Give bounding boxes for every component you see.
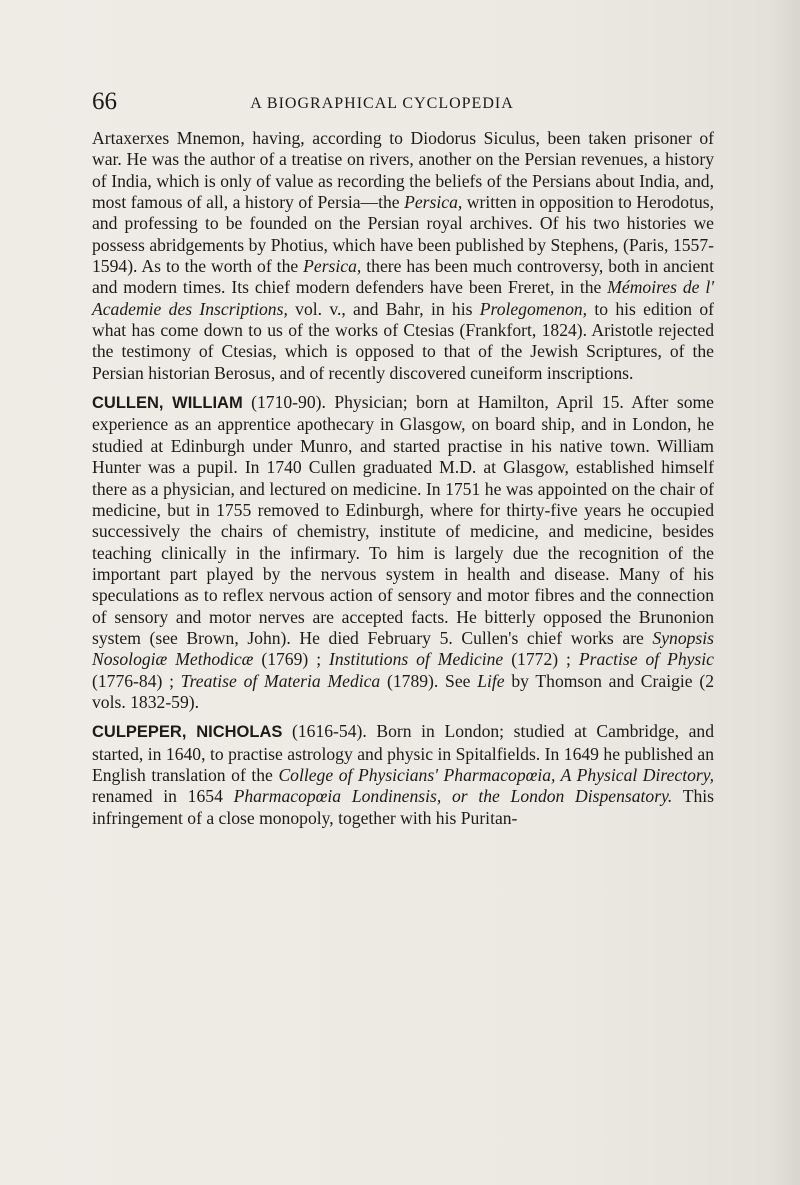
title-persica: Persica,: [404, 192, 463, 213]
text-span: (1769) ;: [253, 649, 330, 670]
title-prolegomenon: Prolegomenon,: [479, 298, 588, 319]
page-header: [92, 88, 722, 118]
running-head: A BIOGRAPHICAL CYCLOPEDIA: [250, 95, 514, 112]
title-memoires: Mémoires de l' Academie des Inscriptions,: [92, 277, 714, 319]
text-span: written in opposition to Herodotus, and professing to be founded on the Persian royal archives. Of his two histories we possess abridgements by Photius, which have been published by Stephens, (Paris, 1557-1594). As to the worth of the: [92, 192, 714, 277]
text-span: there has been much controversy, both in ancient and modern times. Its chief modern defenders have been Freret, in the: [92, 256, 714, 298]
title-synopsis: Synopsis Nosologiæ Methodicæ: [92, 627, 714, 670]
text-span: This infringement of a close monopoly, together with his Puritan-: [92, 786, 714, 828]
title-londinensis: Pharmacopœia Londinensis, or the London Dispensatory.: [233, 786, 673, 807]
text-span: (1776-84) ;: [92, 670, 181, 691]
title-institutions: Institutions of Medicine: [329, 649, 504, 670]
headword-cullen: CULLEN, WILLIAM: [92, 394, 243, 413]
entry-culpeper: [92, 721, 714, 829]
text-span: (1616-54). Born in London; studied at Cambridge, and started, in 1640, to practise astrology and physic in Spitalfields. In 1649 he published an English translation of the: [92, 721, 714, 785]
title-practise: Practise of Physic: [578, 649, 714, 670]
text-span: (1772) ;: [503, 649, 579, 670]
text-span: renamed in 1654: [92, 786, 234, 807]
title-treatise: Treatise of Materia Medica: [180, 670, 381, 691]
title-life: Life: [477, 670, 505, 691]
headword-culpeper: CULPEPER, NICHOLAS: [92, 723, 283, 742]
text-span: (1710-90). Physician; born at Hamilton, April 15. After some experience as an apprentice apothecary in Glasgow, on board ship, and in London, he studied at Edinburgh under Munro, and started practise in his native town. William Hunter was a pupil. In 1740 Cullen graduated M.D. at Glasgow, established himself there as a physician, and lectured on medicine. In 1751 he was appointed on the chair of medicine, but in 1755 removed to Edinburgh, where for thirty-five years he occupied successively the chairs of chemistry, institute of medicine, and medicine, besides teaching clinically in the infirmary. To him is largely due the recognition of the important part played by the nervous system in health and disease. Many of his speculations as to reflex nervous action of sensory and motor fibres and the connection of sensory and motor nerves are accepted facts. He bitterly opposed the Brunonion system (see Brown, John). He died February 5. Cullen's chief works are: [92, 392, 714, 648]
text-span: (1789). See: [380, 670, 478, 691]
text-span: by Thomson and Craigie (2 vols. 1832-59).: [92, 670, 715, 712]
entry-cullen: [92, 392, 714, 713]
text-span: to his edition of what has come down to us of the works of Ctesias (Frankfort, 1824). Aristotle rejected the testimony of Ctesias, which is opposed to that of the Jewish Scriptures, of the Persian historian Berosus, and of recently discovered cuneiform inscriptions.: [92, 298, 714, 383]
title-persica: Persica,: [303, 256, 362, 277]
page-number: 66: [92, 88, 117, 115]
text-span: Artaxerxes Mnemon, having, according to Diodorus Siculus, been taken prisoner of war. He was the author of a treatise on rivers, another on the Persian revenues, a history of India, which is only of value as recording the beliefs of the Persians about India, and, most famous of all, a history of Persia—the: [92, 128, 714, 213]
ctesias-continuation: [92, 128, 714, 384]
title-pharmacopoeia: College of Physicians' Pharmacopœia, A Physical Directory,: [278, 764, 714, 785]
body-text: [92, 128, 714, 829]
text-span: vol. v., and Bahr, in his: [287, 298, 480, 319]
